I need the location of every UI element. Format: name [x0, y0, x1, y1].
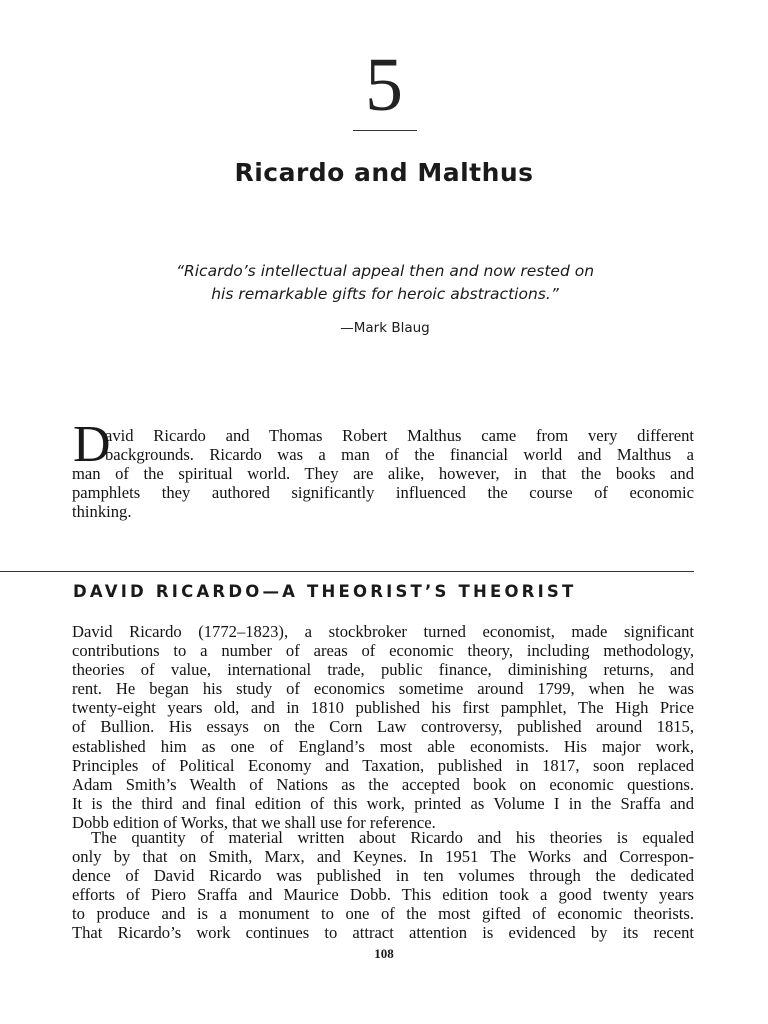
paragraph-line: to produce and is a monument to one of the most gifted of economic theorists.: [72, 904, 694, 924]
paragraph-line: Principles of Political Economy and Taxation, published in 1817, soon replaced: [72, 755, 694, 775]
paragraph-line: Adam Smith’s Wealth of Nations as the accepted book on economic questions.: [72, 774, 694, 794]
epigraph-quote: [120, 260, 650, 306]
chapter-title: Ricardo and Malthus: [234, 158, 534, 187]
paragraph-line: thinking.: [72, 502, 132, 521]
paragraph-line: only by that on Smith, Marx, and Keynes. In 1951 The Works and Correspon-: [72, 847, 694, 867]
epigraph-line: his remarkable gifts for heroic abstractions.”: [211, 285, 559, 303]
paragraph-line: pamphlets they authored significantly influenced the course of economic: [72, 483, 694, 502]
section-heading: DAVID RICARDO—A THEORIST’S THEORIST: [73, 582, 577, 601]
paragraph-line: The quantity of material written about Ricardo and his theories is equaled: [91, 828, 694, 847]
paragraph-line: efforts of Piero Sraffa and Maurice Dobb. This edition took a good twenty years: [72, 885, 694, 905]
section-rule: [0, 571, 694, 572]
paragraph-line: avid Ricardo and Thomas Robert Malthus came from very different: [105, 426, 694, 445]
paragraph-line: Dobb edition of Works, that we shall use for reference.: [72, 812, 436, 832]
body-paragraph-1: [72, 622, 694, 832]
paragraph-line: backgrounds. Ricardo was a man of the financial world and Malthus a: [105, 445, 694, 464]
epigraph-line: “Ricardo’s intellectual appeal then and now rested on: [175, 262, 595, 280]
chapter-number: 5: [365, 43, 403, 127]
paragraph-line: established him as one of England’s most able economists. His major work,: [72, 736, 694, 756]
paragraph-line: theories of value, international trade, public finance, diminishing returns, and: [72, 660, 694, 680]
chapter-number-rule: [353, 130, 417, 131]
paragraph-line: contributions to a number of areas of economic theory, including methodology,: [72, 641, 694, 661]
paragraph-line: dence of David Ricardo was published in ten volumes through the dedicated: [72, 866, 694, 886]
epigraph-author: —Mark Blaug: [340, 320, 430, 336]
paragraph-line: of Bullion. His essays on the Corn Law controversy, published around 1815,: [72, 717, 694, 737]
page-number: 108: [374, 946, 394, 961]
body-paragraph-2: [72, 828, 694, 943]
drop-cap: D: [73, 416, 111, 473]
paragraph-line: rent. He began his study of economics sometime around 1799, when he was: [72, 679, 694, 699]
paragraph-line: That Ricardo’s work continues to attract attention is evidenced by its recent: [72, 923, 694, 943]
paragraph-line: twenty-eight years old, and in 1810 published his first pamphlet, The High Price: [72, 698, 694, 718]
intro-paragraph: [72, 426, 694, 521]
paragraph-line: David Ricardo (1772–1823), a stockbroker turned economist, made significant: [72, 622, 694, 641]
paragraph-line: It is the third and final edition of this work, printed as Volume I in the Sraffa and: [72, 793, 694, 813]
paragraph-line: man of the spiritual world. They are alike, however, in that the books and: [72, 464, 694, 483]
